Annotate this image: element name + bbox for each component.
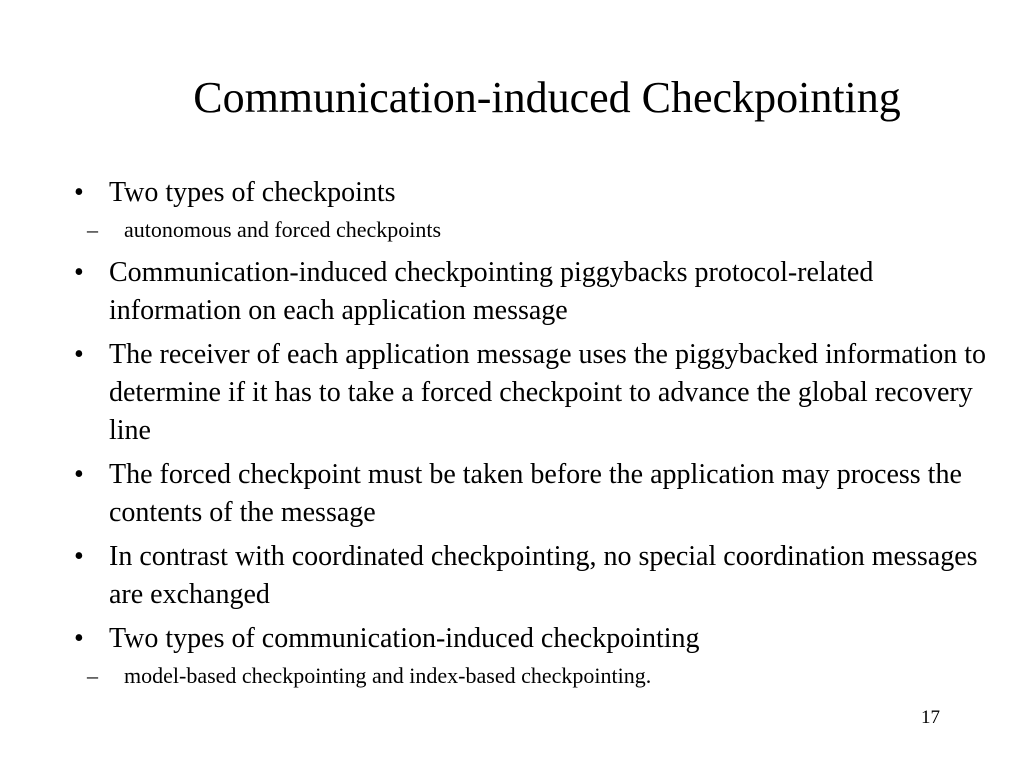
sub-bullet-item [39, 658, 1004, 694]
bullet-text: The receiver of each application message uses the piggybacked information to determine if it has to take a forced checkpoint to advance the global recovery line [109, 339, 986, 446]
bullet-dot-icon: • [74, 459, 84, 490]
bullet-list [74, 172, 1004, 694]
sub-bullet-text: model-based checkpointing and index-based checkpointing. [124, 663, 652, 688]
bullet-text: Two types of checkpoints [109, 177, 396, 208]
bullet-item [74, 538, 1004, 614]
sub-bullet-item [39, 212, 1004, 248]
bullet-text: The forced checkpoint must be taken before the application may process the contents of the message [109, 459, 962, 528]
dash-icon: – [87, 663, 98, 688]
dash-icon: – [87, 217, 98, 242]
bullet-item [74, 620, 1004, 658]
bullet-text: In contrast with coordinated checkpointing, no special coordination messages are exchanged [109, 541, 978, 610]
slide-title: Communication-induced Checkpointing [193, 73, 901, 122]
bullet-dot-icon: • [74, 623, 84, 654]
bullet-item [74, 254, 1004, 330]
sub-bullet-text: autonomous and forced checkpoints [124, 217, 442, 242]
bullet-text: Two types of communication-induced checkpointing [109, 623, 700, 654]
bullet-dot-icon: • [74, 257, 84, 288]
bullet-text: Communication-induced checkpointing piggybacks protocol-related information on each application message [109, 257, 874, 326]
bullet-item [74, 456, 1004, 532]
bullet-dot-icon: • [74, 339, 84, 370]
bullet-dot-icon: • [74, 541, 84, 572]
bullet-item [74, 174, 1004, 212]
bullet-item [74, 336, 1004, 450]
bullet-dot-icon: • [74, 177, 84, 208]
page-number: 17 [921, 707, 940, 728]
